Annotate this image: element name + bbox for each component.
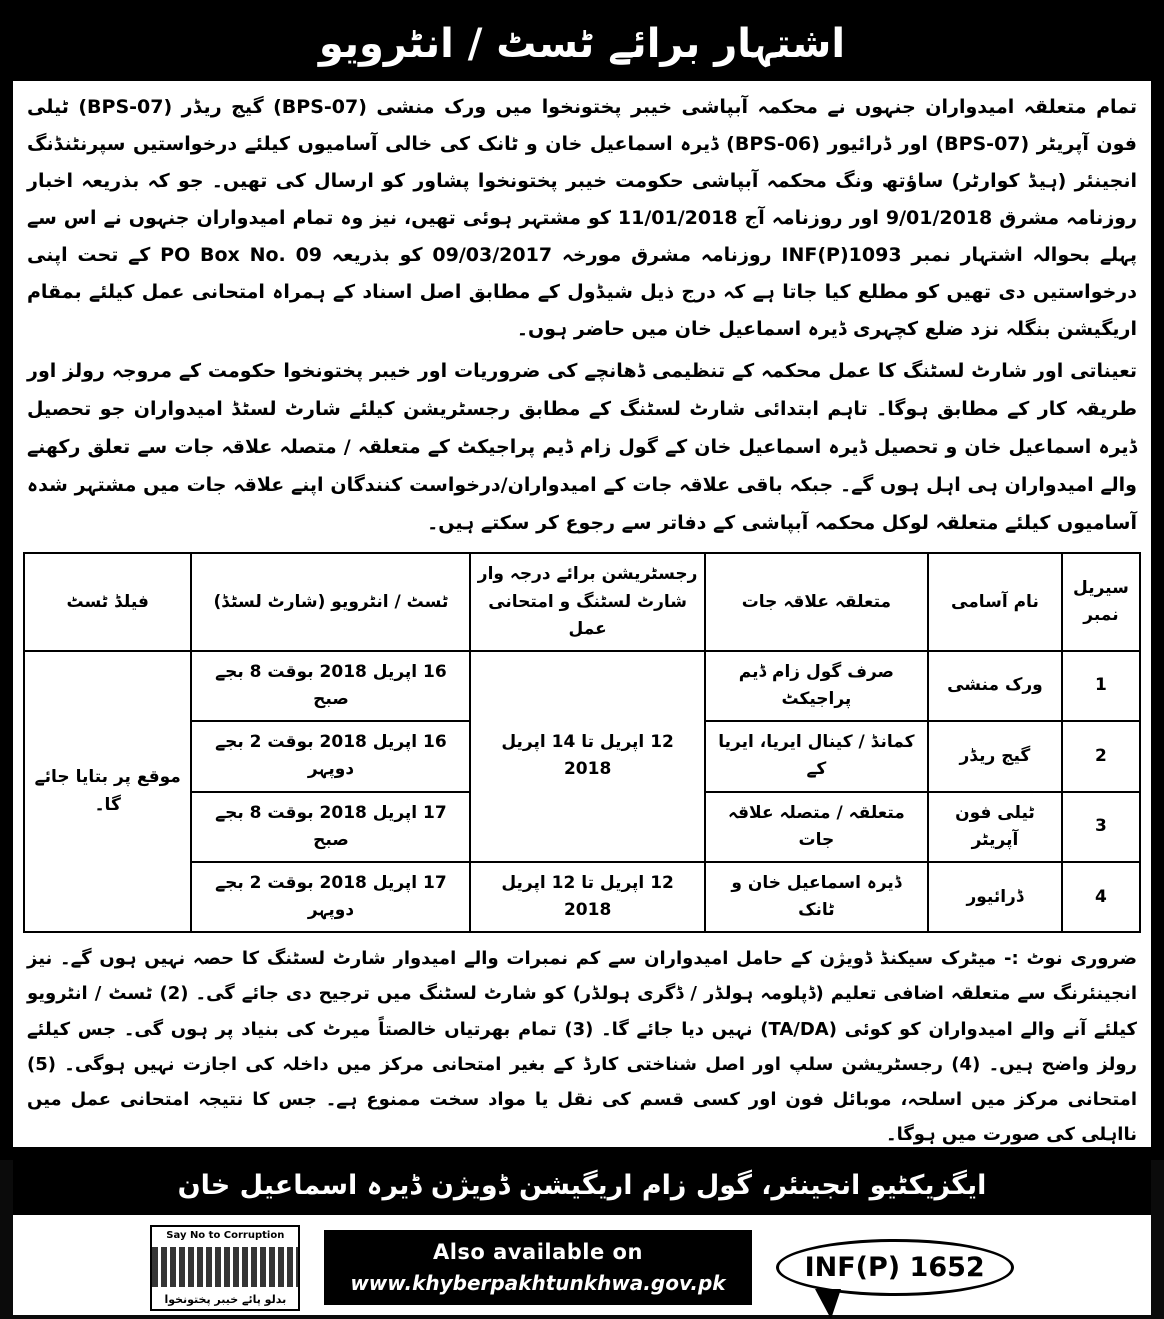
table-header-row	[24, 553, 1140, 651]
cell-serial: 1	[1062, 651, 1140, 721]
th-field-test: فیلڈ ٹسٹ	[24, 553, 191, 651]
cell-test: 16 اپریل 2018 بوقت 2 بجے دوپہر	[191, 721, 470, 791]
th-area: متعلقہ علاقہ جات	[705, 553, 928, 651]
advertisement-sheet	[10, 8, 1154, 1306]
inf-number-bubble: INF(P) 1652	[776, 1239, 1014, 1296]
schedule-table	[23, 552, 1141, 933]
signature-band	[13, 1158, 1151, 1215]
important-note: ضروری نوٹ :- میٹرک سیکنڈ ڈویژن کے حامل امیدواران سے کم نمبرات والے امیدوار شارٹ لسٹنگ کا حصہ نہیں ہوں گے۔ نیز انجینئرنگ سے متعلقہ اضافی تعلیم (ڈپلومہ ہولڈر / ڈگری ہولڈر) کو شارٹ لسٹنگ میں ترجیح دی جائے گی۔ (2) ٹسٹ / انٹرویو کیلئے آنے والے امیدواران کو کوئی (TA/DA) نہیں دیا جائے گا۔ (3) تمام بھرتیاں خالصتاً میرٹ کی بنیاد پر ہوں گی۔ جس کیلئے رولز واضح ہیں۔ (4) رجسٹریشن سلپ اور اصل شناختی کارڈ کے بغیر امتحانی مرکز میں داخلہ کی اجازت نہیں ہوگی۔ (5) امتحانی مرکز میں اسلحہ، موبائل فون اور کسی قسم کی نقل یا مواد سخت ممنوع ہے۔ جس کا نتیجہ امتحانی عمل میں نااہلی کی صورت میں ہوگا۔	[27, 948, 1138, 1145]
cell-area: متعلقہ / متصلہ علاقہ جات	[705, 792, 928, 862]
cell-serial: 3	[1062, 792, 1140, 862]
header-band	[13, 11, 1151, 81]
cell-field-test: موقع پر بتایا جائے گا۔	[24, 651, 191, 933]
cell-area: صرف گول زام ڈیم پراجیکٹ	[705, 651, 928, 721]
th-registration: رجسٹریشن برائے درجہ وار شارٹ لسٹنگ و امتحانی عمل	[470, 553, 704, 651]
cell-area: ڈیرہ اسماعیل خان و ٹانک	[705, 862, 928, 932]
table-row	[24, 651, 1140, 721]
table-row	[24, 862, 1140, 932]
cell-registration: 12 اپریل تا 14 اپریل 2018	[470, 651, 704, 862]
th-serial: سیریل نمبر	[1062, 553, 1140, 651]
table-body	[24, 651, 1140, 933]
paragraph-2: تعیناتی اور شارٹ لسٹنگ کا عمل محکمہ کے تنظیمی ڈھانچے کی ضروریات اور خیبر پختونخوا حکومت کے مروجہ رولز اور طریقہ کار کے مطابق ہوگا۔ تاہم ابتدائی شارٹ لسٹنگ کے مطابق رجسٹریشن کیلئے شارٹ لسٹڈ امیدواران جو تحصیل ڈیرہ اسماعیل خان و تحصیل ڈیرہ اسماعیل خان کے گول زام ڈیم پراجیکٹ کے متعلقہ / متصلہ علاقہ جات سے تعلق رکھنے والے امیدواران ہی اہل ہوں گے۔ جبکہ باقی علاقہ جات کے امیدواران/درخواست کنندگان اپنے علاقہ جات میں مشتہر شدہ آسامیوں کیلئے متعلقہ لوکل محکمہ آبپاشی کے دفاتر سے رجوع کر سکتے ہیں۔	[27, 360, 1137, 535]
cell-test: 17 اپریل 2018 بوقت 2 بجے دوپہر	[191, 862, 470, 932]
page-title: اشتہار برائے ٹسٹ / انٹرویو	[318, 21, 846, 67]
logo-top-text: Say No to Corruption	[166, 1229, 285, 1241]
footer	[13, 1215, 1151, 1315]
cell-post: گیج ریڈر	[928, 721, 1062, 791]
th-post: نام آسامی	[928, 553, 1062, 651]
website-link[interactable]: www.khyberpakhtunkhwa.gov.pk	[350, 1271, 726, 1296]
also-available-box	[324, 1230, 751, 1305]
cell-post: ورک منشی	[928, 651, 1062, 721]
paragraph-1: تمام متعلقہ امیدواران جنہوں نے محکمہ آبپاشی خیبر پختونخوا میں ورک منشی (BPS-07) گیج ریڈر (BPS-07) ٹیلی فون آپریٹر (BPS-07) اور ڈرائیور (BPS-06) ڈیرہ اسماعیل خان و ٹانک کی خالی آسامیوں کیلئے درخواستیں سپرنٹنڈنگ انجینئر (ہیڈ کوارٹر) ساؤتھ ونگ محکمہ آبپاشی حکومت خیبر پختونخوا پشاور کو ارسال کی تھیں۔ جو کہ بذریعہ اخبار روزنامہ مشرق 9/01/2018 اور روزنامہ آج 11/01/2018 کو مشتہر ہوئی تھیں، نیز وہ تمام امیدواران جنہوں نے اس سے پہلے بحوالہ اشتہار نمبر INF(P)1093 روزنامہ مشرق مورخہ 09/03/2017 کو بذریعہ PO Box No. 09 کے تحت اپنی درخواستیں دی تھیں کو مطلع کیا جاتا ہے کہ درج ذیل شیڈول کے مطابق اصل اسناد کے ہمراہ امتحانی عمل کیلئے بمقام اریگیشن بنگلہ نزد ضلع کچہری ڈیرہ اسماعیل خان میں حاضر ہوں۔	[27, 96, 1138, 341]
schedule-table-wrap	[13, 548, 1151, 933]
cell-test: 17 اپریل 2018 بوقت 8 بجے صبح	[191, 792, 470, 862]
cell-serial: 4	[1062, 862, 1140, 932]
logo-bottom-text: بدلو پائے خیبر پختونخوا	[164, 1292, 287, 1306]
cell-area: کمانڈ / کینال ایریا، ایریا کے	[705, 721, 928, 791]
table-head	[24, 553, 1140, 651]
body-text	[13, 81, 1151, 548]
cell-test: 16 اپریل 2018 بوقت 8 بجے صبح	[191, 651, 470, 721]
cell-registration: 12 اپریل تا 12 اپریل 2018	[470, 862, 704, 932]
also-available-label: Also available on	[432, 1240, 643, 1265]
cell-post: ٹیلی فون آپریٹر	[928, 792, 1062, 862]
cell-serial: 2	[1062, 721, 1140, 791]
anti-corruption-logo	[150, 1225, 300, 1311]
cell-post: ڈرائیور	[928, 862, 1062, 932]
signature-text: ایگزیکٹیو انجینئر، گول زام اریگیشن ڈویژن ڈیرہ اسماعیل خان	[177, 1169, 987, 1201]
logo-emblem-icon	[152, 1247, 298, 1287]
th-test: ٹسٹ / انٹرویو (شارٹ لسٹڈ)	[191, 553, 470, 651]
